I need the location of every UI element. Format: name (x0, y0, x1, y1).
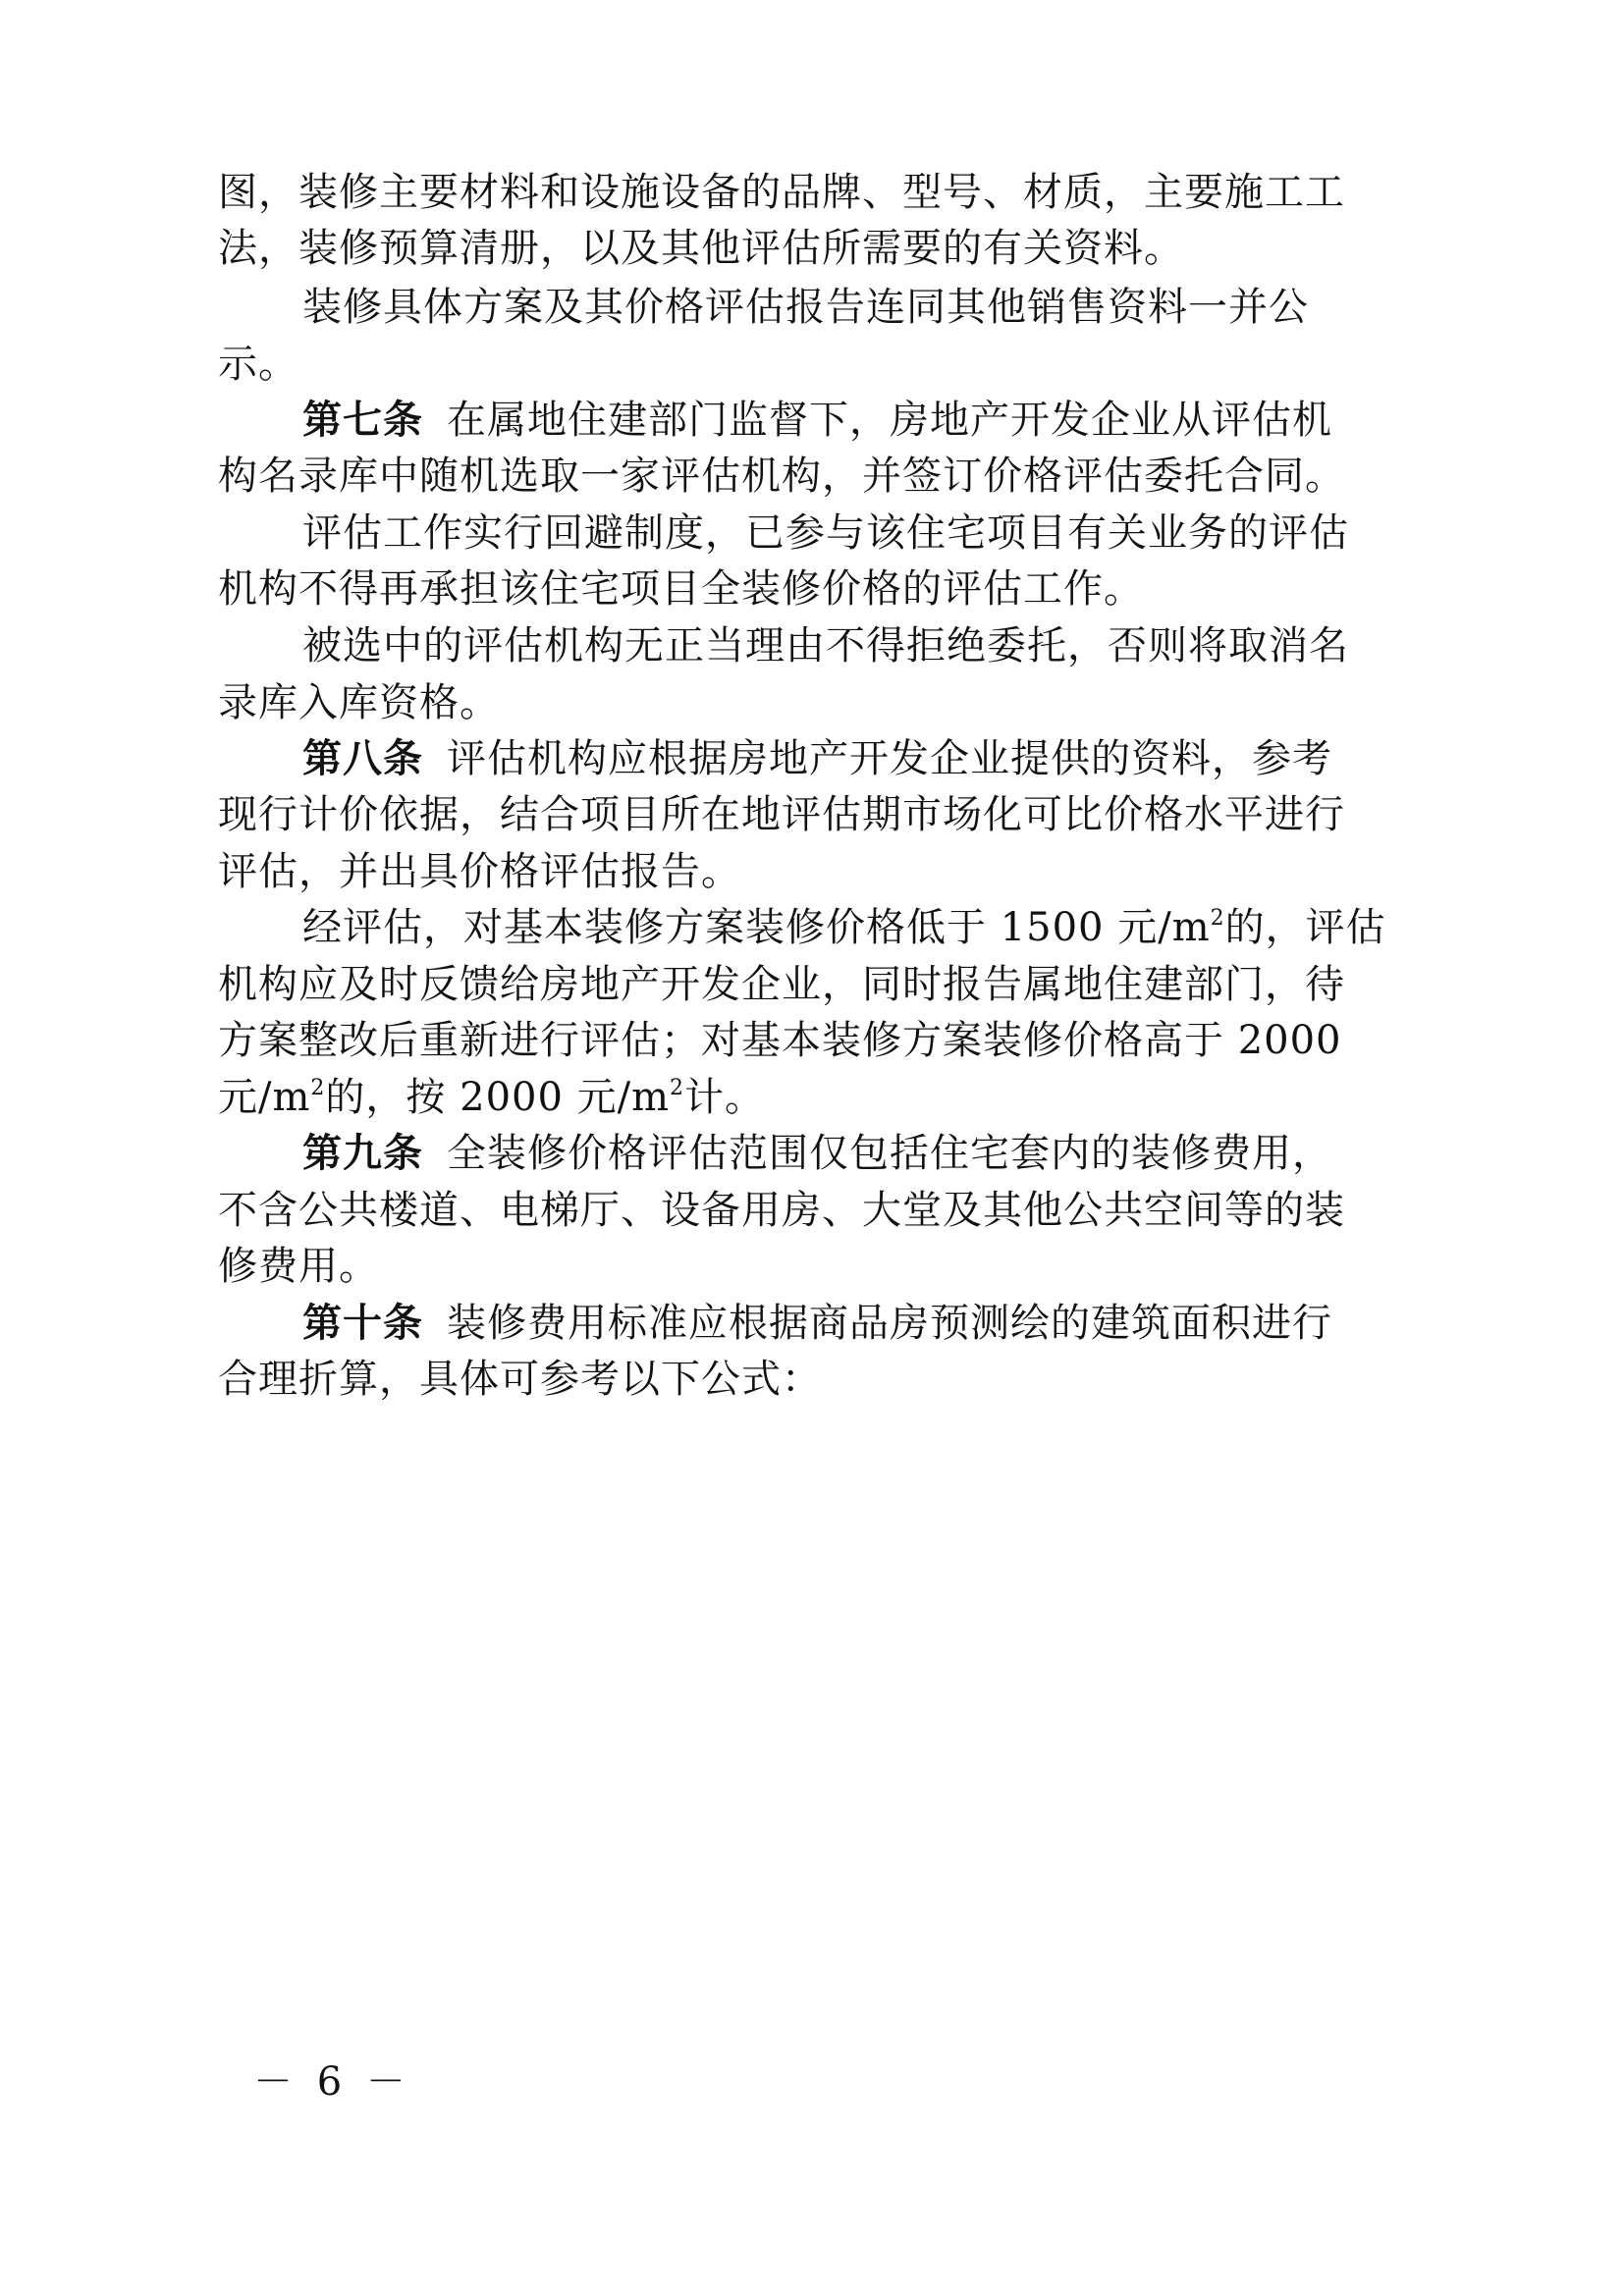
article-label: 第十条 (302, 1301, 423, 1346)
article-label: 第八条 (302, 736, 423, 781)
text-line: 装修具体方案及其价格评估报告连同其他销售资料一并公 (302, 285, 1309, 330)
article-9-first-line (302, 1126, 1332, 1181)
text-line: 方案整改后重新进行评估；对基本装修方案装修价格高于 2000 (218, 1018, 1342, 1063)
text-line: 不含公共楼道、电梯厅、设备用房、大堂及其他公共空间等的装 (218, 1188, 1345, 1233)
article-10-first-line (302, 1296, 1332, 1351)
text-line: 图，装修主要材料和设施设备的品牌、型号、材质，主要施工工 (218, 170, 1345, 215)
text-line: 现行计价依据，结合项目所在地评估期市场化可比价格水平进行 (218, 792, 1345, 837)
superscript: 2 (1210, 906, 1225, 931)
text-line: 装修费用标准应根据商品房预测绘的建筑面积进行 (447, 1301, 1332, 1346)
page-number: － 6 － (253, 2059, 411, 2105)
superscript: 2 (670, 1076, 685, 1100)
article-8-first-line (302, 731, 1332, 786)
text-line: 元$/m^2$的，按 2000 元$/m^2$计。 (218, 1075, 766, 1120)
article-7-first-line (302, 393, 1332, 448)
text-line: 评估工作实行回避制度，已参与该住宅项目有关业务的评估 (302, 510, 1349, 556)
text-line: 法，装修预算清册，以及其他评估所需要的有关资料。 (218, 226, 1184, 271)
text-line: 构名录库中随机选取一家评估机构，并签订价格评估委托合同。 (218, 454, 1345, 499)
text-line: 评估，并出具价格评估报告。 (218, 849, 741, 894)
text-line: 被选中的评估机构无正当理由不得拒绝委托，否则将取消名 (302, 623, 1349, 668)
article-label: 第九条 (302, 1131, 423, 1176)
text-line: 机构应及时反馈给房地产开发企业，同时报告属地住建部门，待 (218, 962, 1345, 1007)
text-line: 在属地住建部门监督下，房地产开发企业从评估机 (447, 398, 1332, 443)
text-line: 经评估，对基本装修方案装修价格低于 1500 元$/m^2$的，评估 (302, 905, 1386, 950)
text-line: 机构不得再承担该住宅项目全装修价格的评估工作。 (218, 566, 1144, 612)
text-line: 录库入库资格。 (218, 680, 500, 725)
text-line: 合理折算，具体可参考以下公式： (218, 1357, 822, 1402)
text-line: 全装修价格评估范围仅包括住宅套内的装修费用， (447, 1131, 1332, 1176)
superscript: 2 (310, 1076, 326, 1100)
article-label: 第七条 (302, 398, 423, 443)
text-line: 修费用。 (218, 1244, 379, 1289)
text-line: 评估机构应根据房地产开发企业提供的资料，参考 (447, 736, 1332, 781)
text-line: 示。 (218, 342, 298, 387)
